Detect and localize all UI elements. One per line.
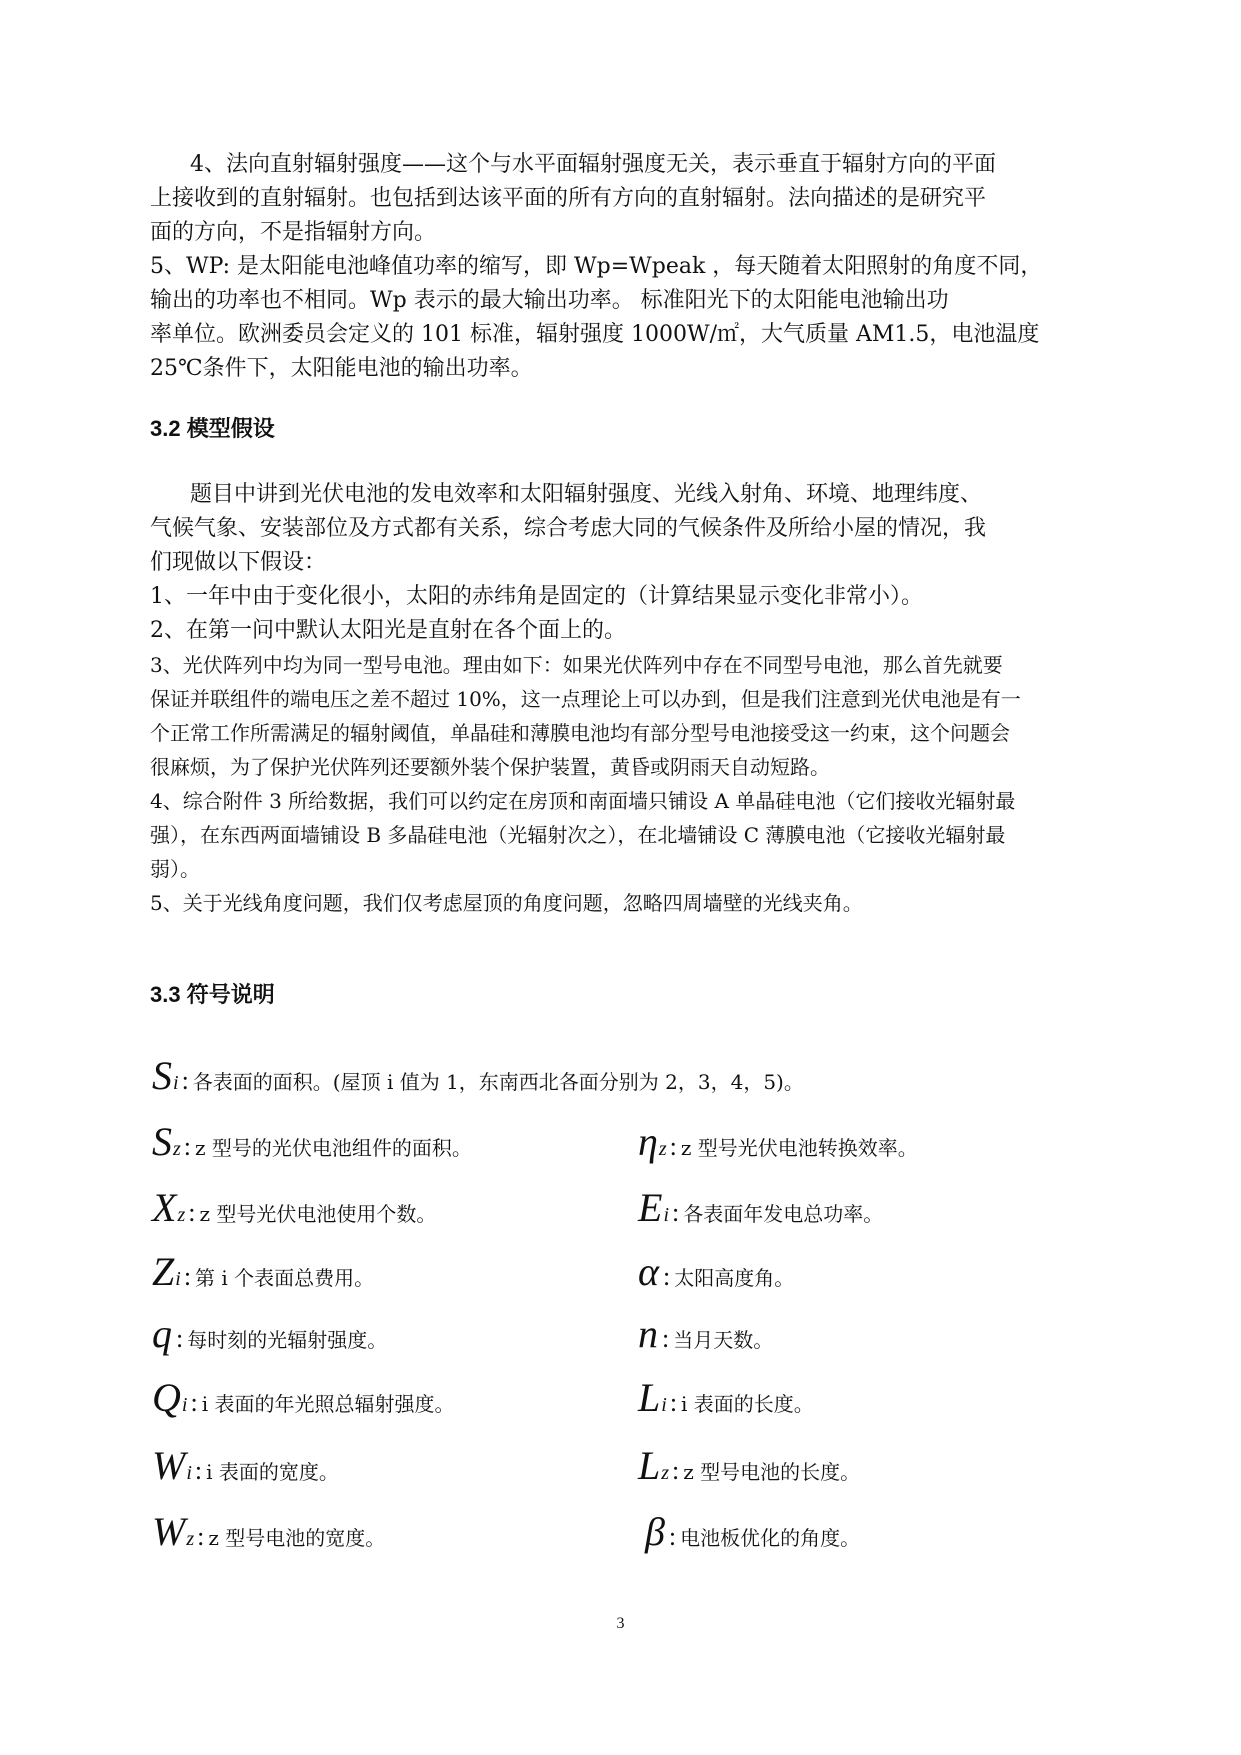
- symbol: L: [638, 1375, 661, 1420]
- text-line: 们现做以下假设：: [150, 550, 327, 575]
- section-heading-3-3: 3.3 符号说明: [150, 982, 275, 1007]
- symbol-subscript: z: [658, 1138, 667, 1160]
- list-item: 保证并联组件的端电压之差不超过 10%，这一点理论上可以办到，但是我们注意到光伏电池是有一: [150, 687, 1021, 711]
- symbol-subscript: i: [661, 1394, 667, 1416]
- text-line: 面的方向，不是指辐射方向。: [150, 220, 437, 245]
- symbol-subscript: z: [661, 1462, 670, 1484]
- symbol: S: [152, 1053, 172, 1098]
- symbol-entry: [638, 1312, 773, 1356]
- symbol-description: z 型号电池的宽度。: [208, 1526, 386, 1550]
- symbol-description: 电池板优化的角度。: [680, 1526, 861, 1550]
- list-item: 强），在东西两面墙铺设 B 多晶硅电池（光辐射次之），在北墙铺设 C 薄膜电池（它接收光辐射最: [150, 823, 1006, 847]
- symbol-entry: [638, 1250, 794, 1294]
- symbol: L: [638, 1443, 661, 1488]
- symbol-entry: [645, 1510, 860, 1554]
- symbol: β: [645, 1509, 665, 1554]
- symbol-colon: :: [190, 1388, 198, 1417]
- symbol-description: 各表面的面积。(屋顶 i 值为 1，东南西北各面分别为 2，3，4，5)。: [192, 1070, 804, 1094]
- symbol: W: [152, 1443, 186, 1488]
- symbol-entry: [152, 1376, 454, 1420]
- symbol: X: [152, 1185, 177, 1230]
- symbol-subscript: i: [663, 1204, 669, 1226]
- list-item: 5、关于光线角度问题，我们仅考虑屋顶的角度问题，忽略四周墙壁的光线夹角。: [150, 891, 863, 915]
- text-line: 率单位。欧洲委员会定义的 101 标准，辐射强度 1000W/㎡，大气质量 AM1.5，电池温度: [150, 322, 1040, 347]
- symbol-colon: :: [669, 1388, 678, 1417]
- symbol-entry: [638, 1444, 860, 1488]
- symbol-description: z 型号的光伏电池组件的面积。: [195, 1136, 472, 1160]
- symbol-description: 各表面年发电总功率。: [683, 1202, 884, 1226]
- symbol: η: [638, 1119, 658, 1164]
- list-item: 4、综合附件 3 所给数据，我们可以约定在房顶和南面墙只铺设 A 单晶硅电池（它们接收光辐射最: [150, 789, 1016, 813]
- page-number: 3: [616, 1615, 625, 1632]
- text-line: 上接收到的直射辐射。也包括到达该平面的所有方向的直射辐射。法向描述的是研究平: [150, 186, 987, 211]
- text-line: 题目中讲到光伏电池的发电效率和太阳辐射强度、光线入射角、环境、地理纬度、: [190, 482, 983, 507]
- definitions-paragraph: [150, 148, 1090, 386]
- section-heading-3-2: 3.2 模型假设: [150, 416, 275, 441]
- symbol-description: z 型号电池的长度。: [683, 1460, 861, 1484]
- symbol-subscript: z: [173, 1138, 181, 1160]
- symbol-subscript: z: [177, 1204, 186, 1226]
- symbol-colon: :: [188, 1198, 196, 1227]
- symbol-colon: :: [183, 1132, 192, 1161]
- symbol-colon: :: [663, 1262, 671, 1291]
- symbol-colon: :: [669, 1132, 677, 1161]
- symbol-description: 当月天数。: [673, 1328, 774, 1352]
- list-item: 很麻烦，为了保护光伏阵列还要额外装个保护装置，黄昏或阴雨天自动短路。: [150, 755, 830, 779]
- assumptions-list-a: [150, 580, 1090, 648]
- symbol-description: 第 i 个表面总费用。: [195, 1266, 375, 1290]
- symbol-description: z 型号光伏电池使用个数。: [199, 1202, 437, 1226]
- symbol: Z: [152, 1249, 175, 1294]
- symbol-subscript: i: [186, 1462, 192, 1484]
- symbol-colon: :: [662, 1324, 670, 1353]
- symbol-colon: :: [197, 1522, 205, 1551]
- symbol-entry: [638, 1120, 918, 1164]
- symbol-subscript: i: [173, 1072, 179, 1094]
- symbol-colon: :: [668, 1522, 677, 1551]
- symbol-colon: :: [194, 1456, 203, 1485]
- symbol-description: z 型号光伏电池转换效率。: [680, 1136, 918, 1160]
- symbol-entry: [152, 1054, 804, 1098]
- symbol-subscript: i: [175, 1268, 181, 1290]
- symbol: Q: [152, 1375, 181, 1420]
- symbol: α: [638, 1249, 659, 1294]
- list-item: 3、光伏阵列中均为同一型号电池。理由如下：如果光伏阵列中存在不同型号电池，那么首先就要: [150, 653, 1003, 677]
- symbol-colon: :: [672, 1198, 680, 1227]
- assumptions-list-b: [150, 648, 1090, 920]
- symbol-entry: [638, 1376, 814, 1420]
- symbol-description: 太阳高度角。: [674, 1266, 795, 1290]
- text-line: 气候气象、安装部位及方式都有关系，综合考虑大同的气候条件及所给小屋的情况，我: [150, 516, 987, 541]
- symbol-description: i 表面的宽度。: [206, 1460, 339, 1484]
- text-line: 4、法向直射辐射强度——这个与水平面辐射强度无关，表示垂直于辐射方向的平面: [190, 152, 996, 177]
- symbol-entry: [152, 1120, 472, 1164]
- symbol-subscript: i: [181, 1394, 188, 1416]
- symbol-description: i 表面的年光照总辐射强度。: [201, 1392, 455, 1416]
- symbol-entry: [152, 1444, 339, 1488]
- symbol-colon: :: [183, 1262, 192, 1291]
- text-line: 5、WP: 是太阳能电池峰值功率的缩写，即 Wp=Wpeak ，每天随着太阳照射的角度不同，: [150, 254, 1043, 279]
- text-line: 输出的功率也不相同。Wp 表示的最大输出功率。 标准阳光下的太阳能电池输出功: [150, 288, 949, 313]
- symbol-entry: [152, 1250, 374, 1294]
- symbol-colon: :: [672, 1456, 680, 1485]
- list-item: 个正常工作所需满足的辐射阈值，单晶硅和薄膜电池均有部分型号电池接受这一约束，这个问题会: [150, 721, 1010, 745]
- list-item: 1、一年中由于变化很小，太阳的赤纬角是固定的（计算结果显示变化非常小）。: [150, 584, 923, 609]
- symbol: n: [638, 1311, 658, 1356]
- symbol: S: [152, 1119, 172, 1164]
- symbol-entry: [638, 1186, 883, 1230]
- symbol-entry: [152, 1312, 387, 1356]
- symbol: E: [638, 1185, 663, 1230]
- symbol-colon: :: [176, 1324, 184, 1353]
- assumptions-intro: [150, 478, 1090, 580]
- symbol-entry: [152, 1186, 436, 1230]
- symbol-colon: :: [181, 1066, 189, 1095]
- symbol-entry: [152, 1510, 385, 1554]
- text-line: 25℃条件下，太阳能电池的输出功率。: [150, 356, 533, 381]
- symbol-description: i 表面的长度。: [681, 1392, 814, 1416]
- symbol: q: [152, 1311, 172, 1356]
- symbol: W: [152, 1509, 186, 1554]
- list-item: 2、在第一问中默认太阳光是直射在各个面上的。: [150, 618, 626, 643]
- symbol-description: 每时刻的光辐射强度。: [187, 1328, 388, 1352]
- list-item: 弱）。: [150, 857, 200, 881]
- symbol-subscript: z: [186, 1528, 195, 1550]
